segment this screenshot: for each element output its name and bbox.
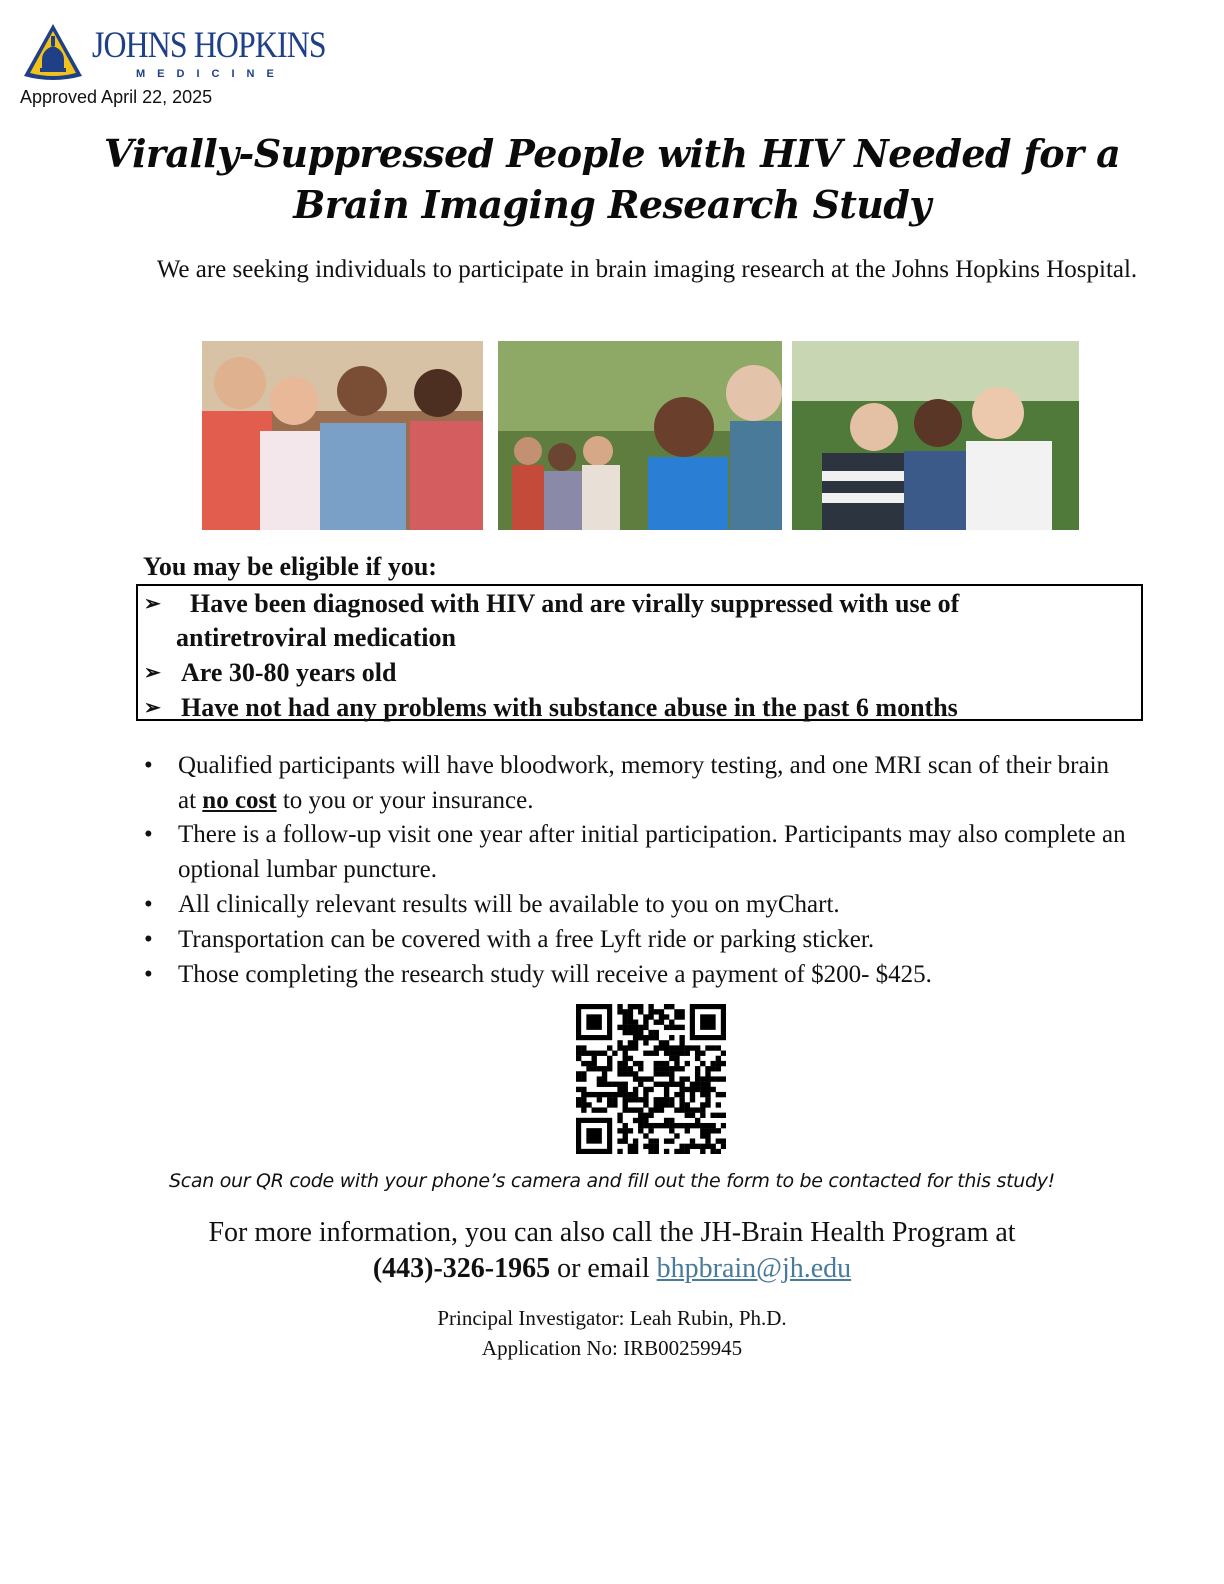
criterion-text-continued: antiretroviral medication xyxy=(176,623,456,652)
criterion-text: Have been diagnosed with HIV and are virally suppressed with use of xyxy=(190,589,960,618)
logo-wordmark: JOHNS HOPKINS xyxy=(92,25,326,66)
qr-code[interactable] xyxy=(576,1004,726,1154)
criterion-text: Have not had any problems with substance abuse in the past 6 months xyxy=(181,693,958,722)
contact-info xyxy=(100,1215,1124,1287)
qr-caption: Scan our QR code with your phone’s camera and fill out the form to be contacted for this study! xyxy=(168,1170,1055,1192)
application-number: Application No: IRB00259945 xyxy=(481,1336,743,1360)
criterion-text: Are 30-80 years old xyxy=(181,658,397,687)
eligibility-criteria-box xyxy=(136,584,1143,721)
email-link[interactable]: bhpbrain@jh.edu xyxy=(656,1253,852,1284)
or-email-text: or email xyxy=(550,1253,657,1284)
arrow-bullet-icon: ➢ xyxy=(144,593,161,615)
detail-text: Transportation can be covered with a free Lyft ride or parking sticker. xyxy=(178,926,875,953)
detail-text: There is a follow-up visit one year after initial participation. Participants may also complete an optional lumbar puncture. xyxy=(178,821,1126,883)
photo-group-indoors xyxy=(202,341,483,530)
bullet-icon: • xyxy=(144,891,153,918)
detail-text: All clinically relevant results will be available to you on myChart. xyxy=(178,891,840,918)
detail-text: Qualified participants will have bloodwork, memory testing, and one MRI scan of their brain at no cost to you or your insurance. xyxy=(178,752,1110,814)
arrow-bullet-icon: ➢ xyxy=(144,662,161,684)
dome-shield-icon xyxy=(22,22,84,82)
bullet-icon: • xyxy=(144,752,153,779)
bullet-icon: • xyxy=(144,821,153,848)
contact-line: For more information, you can also call the JH-Brain Health Program at xyxy=(208,1217,1016,1248)
bullet-icon: • xyxy=(144,961,153,988)
logo-subtitle: MEDICINE xyxy=(136,68,286,80)
detail-text: Those completing the research study will receive a payment of $200- $425. xyxy=(178,961,932,988)
approval-date: Approved April 22, 2025 xyxy=(20,87,213,107)
arrow-bullet-icon: ➢ xyxy=(144,697,161,719)
photo-group-outdoors xyxy=(498,341,782,530)
photo-men-embracing xyxy=(792,341,1079,530)
intro-text: We are seeking individuals to participate in brain imaging research at the Johns Hopkins Hospital. xyxy=(156,256,1138,283)
contact-line-2 xyxy=(100,1251,1124,1287)
investigator-info xyxy=(100,1303,1124,1363)
principal-investigator: Principal Investigator: Leah Rubin, Ph.D. xyxy=(437,1306,787,1330)
johns-hopkins-logo xyxy=(22,22,326,82)
page-title: Virally-Suppressed People with HIV Needed for a Brain Imaging Research Study xyxy=(103,131,1121,227)
bullet-icon: • xyxy=(144,926,153,953)
phone-number[interactable]: (443)-326-1965 xyxy=(372,1253,551,1284)
eligibility-heading: You may be eligible if you: xyxy=(143,552,437,581)
